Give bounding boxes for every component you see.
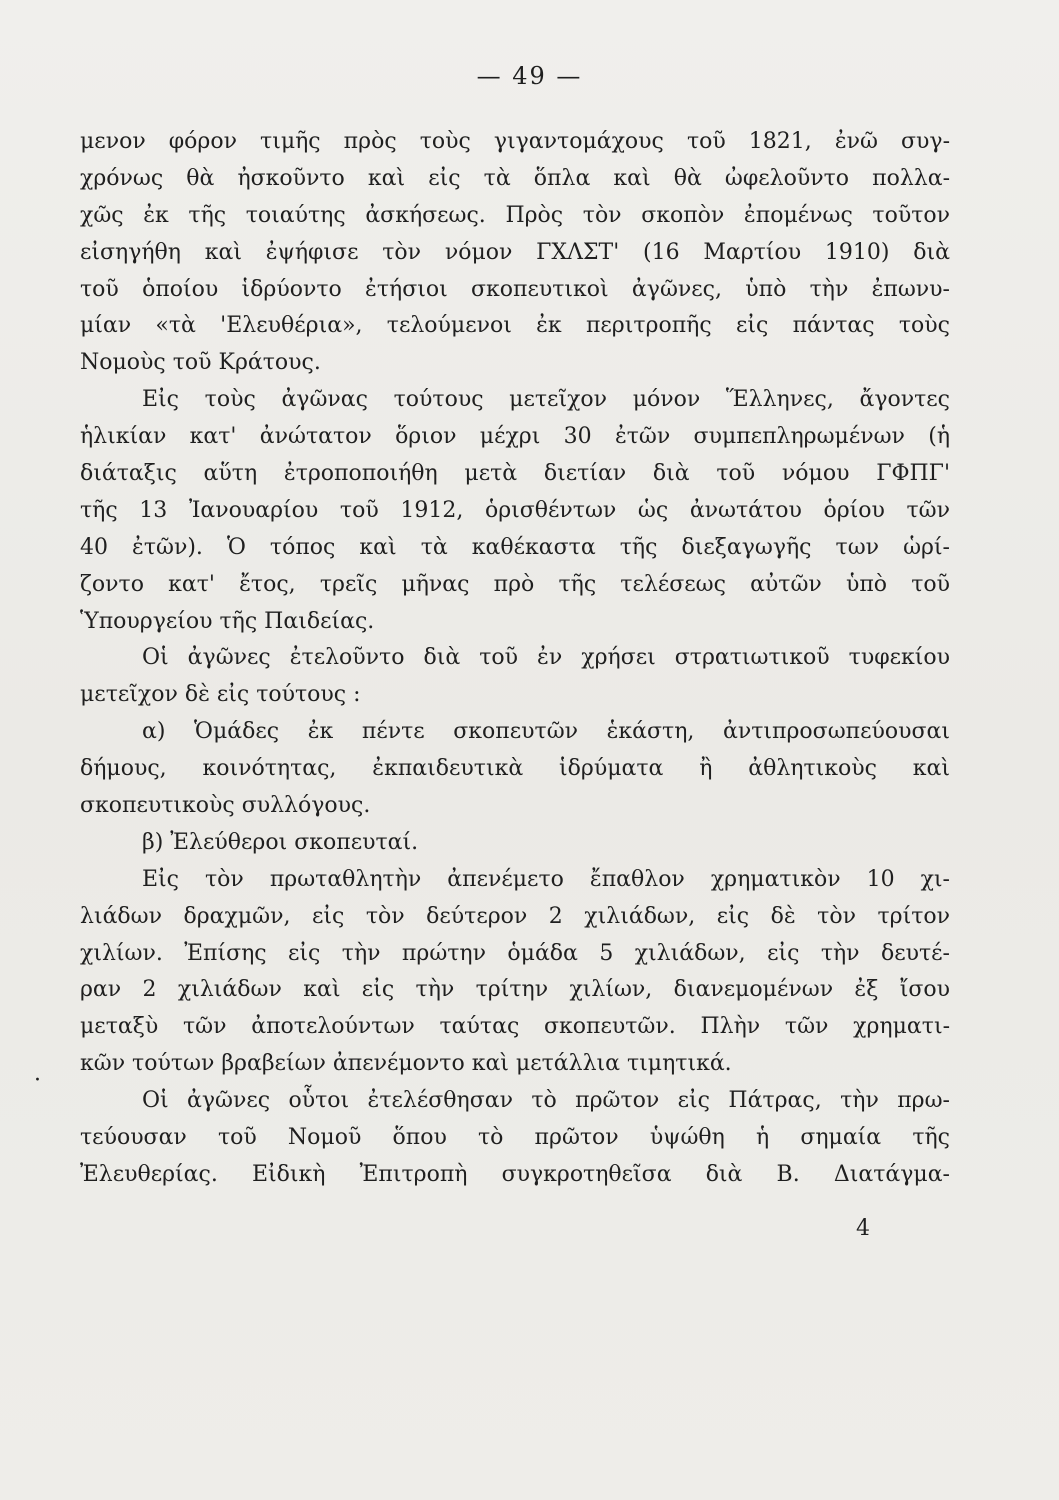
text-line: τῆς 13 Ἰανουαρίου τοῦ 1912, ὁρισθέντων ὡς ἀνωτάτου ὁρίου τῶν <box>80 497 950 523</box>
text-line: χῶς ἐκ τῆς τοιαύτης ἀσκήσεως. Πρὸς τὸν σκοπὸν ἐπομένως τοῦτον <box>80 202 950 228</box>
text-line: εἰσηγήθη καὶ ἐψήφισε τὸν νόμον ΓΧΛΣΤ' (16 Μαρτίου 1910) διὰ <box>80 239 950 265</box>
text-line: α) Ὁμάδες ἐκ πέντε σκοπευτῶν ἑκάστη, ἀντιπροσωπεύουσαι <box>142 719 950 745</box>
text-line: λιάδων δραχμῶν, εἰς τὸν δεύτερον 2 χιλιάδων, εἰς δὲ τὸν τρίτον <box>80 903 950 929</box>
text-line: χρόνως θὰ ἠσκοῦντο καὶ εἰς τὰ ὅπλα καὶ θὰ ὠφελοῦντο πολλα- <box>80 165 950 191</box>
page-number: — 49 — <box>476 62 583 90</box>
text-line: μενον φόρον τιμῆς πρὸς τοὺς γιγαντομάχους τοῦ 1821, ἐνῶ συγ- <box>80 129 950 154</box>
text-line: 40 ἐτῶν). Ὁ τόπος καὶ τὰ καθέκαστα τῆς διεξαγωγῆς των ὡρί- <box>80 534 950 560</box>
text-line: Νομοὺς τοῦ Κράτους. <box>80 350 321 376</box>
text-line: Οἱ ἀγῶνες ἐτελοῦντο διὰ τοῦ ἐν χρήσει στρατιωτικοῦ τυφεκίου <box>142 645 950 671</box>
text-line: σκοπευτικοὺς συλλόγους. <box>80 793 371 819</box>
text-line: ραν 2 χιλιάδων καὶ εἰς τὴν τρίτην χιλίων, διανεμομένων ἐξ ἴσου <box>80 977 950 1003</box>
text-line: διάταξις αὕτη ἐτροποποιήθη μετὰ διετίαν διὰ τοῦ νόμου ΓΦΠΓ' <box>80 461 950 487</box>
text-line: β) Ἐλεύθεροι σκοπευταί. <box>142 829 419 855</box>
body-text <box>80 124 950 1194</box>
text-line: Εἰς τοὺς ἀγῶνας τούτους μετεῖχον μόνον Ἕλληνες, ἄγοντες <box>142 387 950 413</box>
text-line: μίαν «τὰ 'Ελευθέρια», τελούμενοι ἐκ περιτροπῆς εἰς πάντας τοὺς <box>80 313 950 339</box>
text-line: ζοντο κατ' ἔτος, τρεῖς μῆνας πρὸ τῆς τελέσεως αὐτῶν ὑπὸ τοῦ <box>80 571 950 597</box>
margin-mark: · <box>34 1068 41 1093</box>
text-line: κῶν τούτων βραβείων ἀπενέμοντο καὶ μετάλλια τιμητικά. <box>80 1051 732 1077</box>
text-line: Οἱ ἀγῶνες οὗτοι ἐτελέσθησαν τὸ πρῶτον εἰς Πάτρας, τὴν πρω- <box>142 1088 950 1114</box>
text-line: ἡλικίαν κατ' ἀνώτατον ὅριον μέχρι 30 ἐτῶν συμπεπληρωμένων (ἡ <box>80 424 950 450</box>
text-line: Ἐλευθερίας. Εἰδικὴ Ἐπιτροπὴ συγκροτηθεῖσα διὰ Β. Διατάγμα- <box>80 1161 950 1187</box>
text-line: Εἰς τὸν πρωταθλητὴν ἀπενέμετο ἔπαθλον χρηματικὸν 10 χι- <box>142 866 950 892</box>
text-line: τεύουσαν τοῦ Νομοῦ ὅπου τὸ πρῶτον ὑψώθη ἡ σημαία τῆς <box>80 1125 950 1151</box>
text-line: Ὑπουργείου τῆς Παιδείας. <box>80 608 375 634</box>
signature-mark: 4 <box>856 1216 870 1241</box>
text-line: χιλίων. Ἐπίσης εἰς τὴν πρώτην ὁμάδα 5 χιλιάδων, εἰς τὴν δευτέ- <box>80 940 950 966</box>
text-line: δήμους, κοινότητας, ἐκπαιδευτικὰ ἱδρύματα ἢ ἀθλητικοὺς καὶ <box>80 756 950 782</box>
text-line: μεταξὺ τῶν ἀποτελούντων ταύτας σκοπευτῶν. Πλὴν τῶν χρηματι- <box>80 1014 950 1040</box>
text-line: μετεῖχον δὲ εἰς τούτους : <box>80 682 361 708</box>
text-line: τοῦ ὁποίου ἱδρύοντο ἐτήσιοι σκοπευτικοὶ ἀγῶνες, ὑπὸ τὴν ἐπωνυ- <box>80 276 950 302</box>
